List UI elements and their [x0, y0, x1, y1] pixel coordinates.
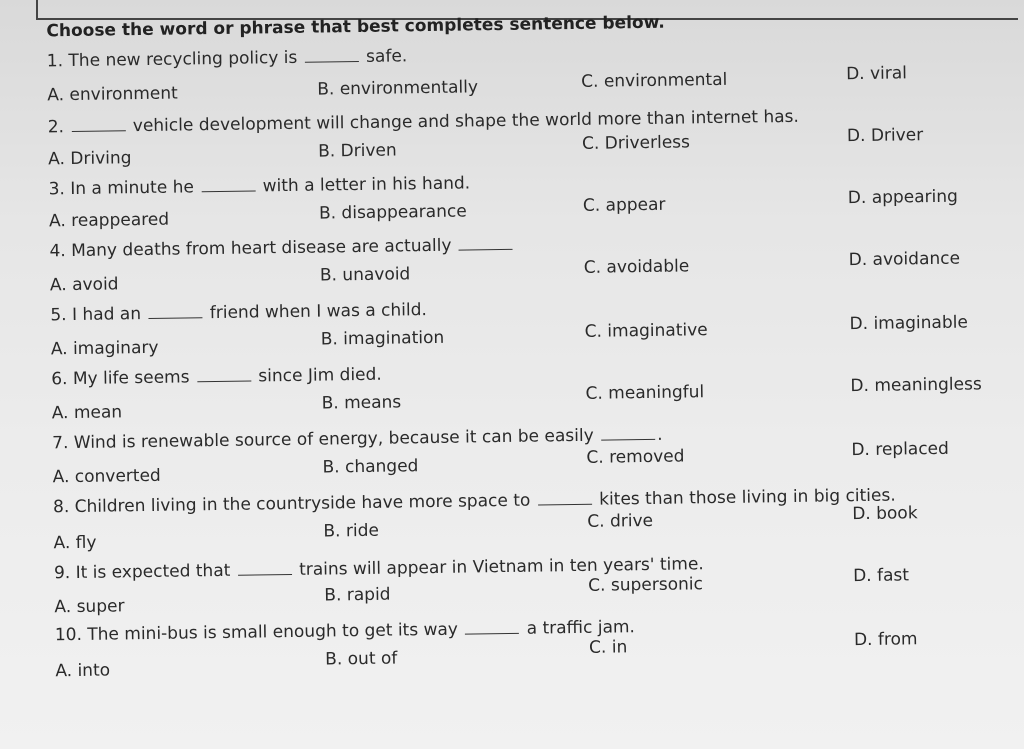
answer-blank — [601, 425, 655, 441]
question-9-tail: trains will appear in Vietnam in ten years' time. — [299, 554, 704, 580]
question-7-text: 7. Wind is renewable source of energy, because it can be easily — [52, 425, 594, 454]
question-10 — [55, 617, 635, 645]
option-b: B. Driven — [318, 140, 397, 162]
question-3-text: 3. In a minute he — [48, 177, 195, 200]
answer-blank — [148, 303, 202, 319]
question-4-text: 4. Many deaths from heart disease are actually — [49, 235, 452, 262]
question-5 — [50, 300, 427, 325]
question-1-tail: safe. — [365, 46, 408, 67]
answer-blank — [197, 367, 251, 383]
option-c: C. in — [588, 637, 628, 658]
option-c: C. supersonic — [588, 574, 704, 596]
question-6 — [51, 365, 382, 390]
option-a: A. converted — [52, 465, 161, 488]
option-a: A. reappeared — [48, 209, 170, 232]
option-d: D. replaced — [851, 438, 950, 461]
question-8 — [53, 486, 896, 518]
question-10-tail: a traffic jam. — [526, 617, 636, 639]
option-d: D. appearing — [847, 186, 959, 209]
option-b: B. means — [321, 392, 402, 414]
option-c: C. avoidable — [583, 256, 690, 278]
question-2-tail: vehicle development will change and shape the world more than internet has. — [132, 106, 799, 137]
question-8-tail: kites than those living in big cities. — [599, 485, 896, 510]
option-c: C. appear — [582, 194, 666, 216]
option-c: C. environmental — [581, 69, 728, 92]
option-a: A. avoid — [49, 274, 119, 296]
option-b: B. environmentally — [317, 77, 479, 100]
option-d: D. avoidance — [848, 248, 961, 271]
question-7 — [52, 425, 663, 454]
option-a: A. environment — [47, 83, 178, 106]
option-a: A. fly — [53, 532, 97, 554]
question-10-text: 10. The mini-bus is small enough to get its way — [54, 619, 459, 646]
option-d: D. imaginable — [849, 312, 969, 335]
option-b: B. imagination — [320, 327, 445, 350]
question-5-tail: friend when I was a child. — [209, 300, 427, 324]
instruction-title: Choose the word or phrase that best completes sentence below. — [46, 12, 665, 42]
option-d: D. viral — [845, 63, 908, 85]
option-d: D. from — [853, 629, 918, 651]
question-1-text: 1. The new recycling policy is — [46, 47, 298, 72]
option-c: C. imaginative — [584, 320, 708, 342]
option-c: C. removed — [586, 446, 685, 468]
question-6-tail: since Jim died. — [258, 364, 382, 387]
option-c: C. Driverless — [581, 132, 691, 154]
question-7-tail: . — [656, 424, 663, 445]
question-4 — [49, 235, 515, 261]
answer-blank — [201, 176, 255, 192]
option-a: A. imaginary — [50, 337, 159, 360]
question-5-text: 5. I had an — [50, 304, 142, 326]
option-b: B. disappearance — [318, 201, 467, 224]
option-b: B. out of — [325, 648, 398, 670]
option-a: A. mean — [51, 402, 123, 424]
answer-blank — [238, 560, 292, 576]
question-8-text: 8. Children living in the countryside have more space to — [52, 490, 531, 518]
option-d: D. fast — [852, 565, 910, 587]
answer-blank — [465, 619, 519, 635]
question-6-text: 6. My life seems — [51, 367, 190, 390]
option-a: A. Driving — [48, 148, 132, 170]
question-3-tail: with a letter in his hand. — [262, 173, 471, 197]
option-c: C. meaningful — [585, 382, 705, 404]
answer-blank — [538, 490, 592, 506]
option-d: D. book — [852, 503, 918, 525]
option-a: A. super — [54, 596, 125, 618]
question-3 — [49, 173, 471, 199]
answer-blank — [71, 116, 125, 132]
question-9-text: 9. It is expected that — [53, 560, 231, 584]
option-b: B. unavoid — [319, 264, 411, 286]
option-b: B. ride — [323, 520, 380, 542]
option-b: B. rapid — [324, 584, 391, 606]
option-d: D. meaningless — [850, 374, 982, 397]
answer-blank — [459, 235, 513, 251]
option-d: D. Driver — [846, 125, 924, 147]
option-a: A. into — [55, 660, 111, 682]
option-b: B. changed — [322, 456, 419, 478]
option-c: C. drive — [587, 510, 654, 532]
answer-blank — [305, 47, 359, 63]
question-1 — [47, 46, 408, 71]
question-2-text: 2. — [47, 117, 65, 138]
